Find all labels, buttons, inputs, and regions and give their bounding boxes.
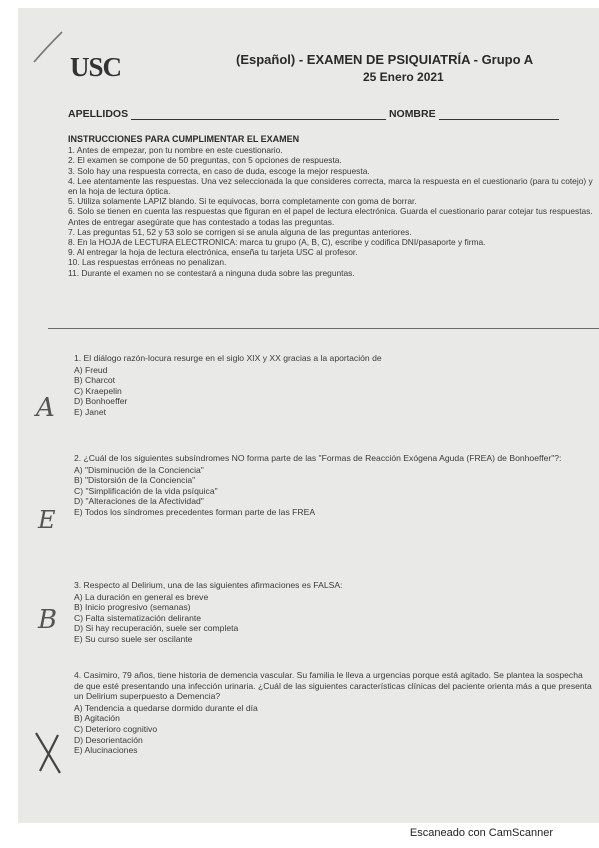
instructions-heading: INSTRUCCIONES PARA CUMPLIMENTAR EL EXAMEN: [68, 134, 300, 144]
name-row: [68, 108, 599, 120]
scanner-footer: [0, 823, 599, 848]
question-stem: 1. El diálogo razón-locura resurge en el siglo XIX y XX gracias a la aportación de: [74, 353, 382, 363]
question-2: [74, 453, 594, 518]
instruction-item: 5. Utiliza solamente LAPIZ blando. Si te equivocas, borra completamente con goma de borrar.: [68, 196, 417, 207]
handwritten-answer: B: [38, 605, 58, 635]
answer-option[interactable]: A) La duración en general es breve: [74, 591, 209, 602]
question-stem: 4. Casimiro, 79 años, tiene historia de demencia vascular. Su familia le lleva a urgencias porque está agitado. Se plantea la sospecha de que esté presentando una infección urinaria. ¿Cuál de las siguientes características clínicas del paciente orienta más a que presenta un Delirium superpuesto a Demencia?: [74, 670, 592, 702]
section-divider: [48, 328, 599, 329]
answer-option[interactable]: C) Falta sistematización delirante: [74, 612, 202, 623]
answer-option[interactable]: C) Kraepelin: [74, 385, 122, 396]
answer-option[interactable]: E) Su curso suele ser oscilante: [74, 633, 193, 644]
handwritten-cross-mark: [28, 723, 68, 783]
answer-option[interactable]: B) Agitación: [74, 713, 120, 724]
answer-option[interactable]: C) Deterioro cognitivo: [74, 723, 158, 734]
answer-option[interactable]: B) Inicio progresivo (semanas): [74, 602, 191, 613]
exam-date: 25 Enero 2021: [363, 70, 444, 84]
answer-option[interactable]: C) "Simplificación de la vida psíquica": [74, 485, 218, 496]
exam-title: (Español) - EXAMEN DE PSIQUIATRÍA - Grupo A: [236, 52, 534, 67]
answer-option[interactable]: E) Janet: [74, 406, 107, 417]
answer-option[interactable]: E) Alucinaciones: [74, 745, 138, 756]
answer-option[interactable]: A) "Disminución de la Conciencia": [74, 464, 204, 475]
answer-option[interactable]: A) Tendencia a quedarse dormido durante el día: [74, 702, 258, 713]
answer-option[interactable]: A) Freud: [74, 364, 108, 375]
handwritten-answer: A: [36, 393, 55, 423]
instruction-item: 10. Las respuestas erróneas no penalizan.: [68, 257, 227, 268]
answer-option[interactable]: B) "Distorsión de la Conciencia": [74, 475, 196, 486]
question-stem: 2. ¿Cuál de los siguientes subsíndromes NO forma parte de las "Formas de Reacción Exógena Aguda (FREA) de Bonhoeffer"?:: [74, 453, 562, 463]
logo-text: USC: [70, 52, 122, 82]
instruction-item: 4. Lee atentamente las respuestas. Una vez seleccionada la que consideres correcta, marca la respuesta en el cuestionario (para tu cotejo) y en la hoja de lectura óptica.: [68, 175, 593, 197]
answer-option[interactable]: D) "Alteraciones de la Afectividad": [74, 496, 204, 507]
handwritten-answer: E: [38, 506, 56, 534]
surname-field[interactable]: [131, 110, 386, 120]
instruction-item: 11. Durante el examen no se contestará a ninguna duda sobre las preguntas.: [68, 267, 355, 278]
instruction-item: 6. Solo se tienen en cuenta las respuestas que figuran en el papel de lectura electrónica. Guarda el cuestionario parar cotejar tus respuestas. Antes de entregar asegúrate que has contestado a todas las preguntas.: [68, 206, 593, 227]
instruction-item: 1. Antes de empezar, pon tu nombre en este cuestionario.: [68, 145, 283, 156]
instruction-item: 7. Las preguntas 51, 52 y 53 solo se corrigen si se anula alguna de las preguntas anteriores.: [68, 226, 412, 237]
exam-page: [18, 8, 599, 823]
pencil-mark: [28, 28, 68, 68]
answer-option[interactable]: D) Desorientación: [74, 734, 143, 745]
instruction-item: 8. En la HOJA de LECTURA ELECTRONICA: marca tu grupo (A, B, C), escribe y codifica DNI/pasaporte y firma.: [68, 237, 486, 248]
instruction-item: 2. El examen se compone de 50 preguntas, con 5 opciones de respuesta.: [68, 155, 342, 166]
name-field[interactable]: [439, 110, 559, 120]
instruction-item: 9. Al entregar la hoja de lectura electrónica, enseña tu tarjeta USC al profesor.: [68, 247, 358, 258]
question-1: [74, 353, 594, 418]
answer-option[interactable]: E) Todos los síndromes precedentes forman parte de las FREA: [74, 506, 316, 517]
question-3: [74, 580, 594, 645]
scanner-watermark: Escaneado con CamScanner: [409, 827, 553, 839]
answer-option[interactable]: D) Si hay recuperación, suele ser completa: [74, 623, 239, 634]
usc-logo: [70, 50, 140, 96]
instructions: [68, 134, 593, 278]
question-stem: 3. Respecto al Delirium, una de las siguientes afirmaciones es FALSA:: [74, 580, 343, 590]
name-label: NOMBRE: [388, 108, 436, 120]
instruction-item: 3. Solo hay una respuesta correcta, en caso de duda, escoge la mejor respuesta.: [68, 165, 370, 176]
question-4: [74, 670, 594, 756]
surname-label: APELLIDOS: [68, 108, 129, 120]
answer-option[interactable]: D) Bonhoeffer: [74, 396, 128, 407]
answer-option[interactable]: B) Charcot: [74, 375, 116, 386]
